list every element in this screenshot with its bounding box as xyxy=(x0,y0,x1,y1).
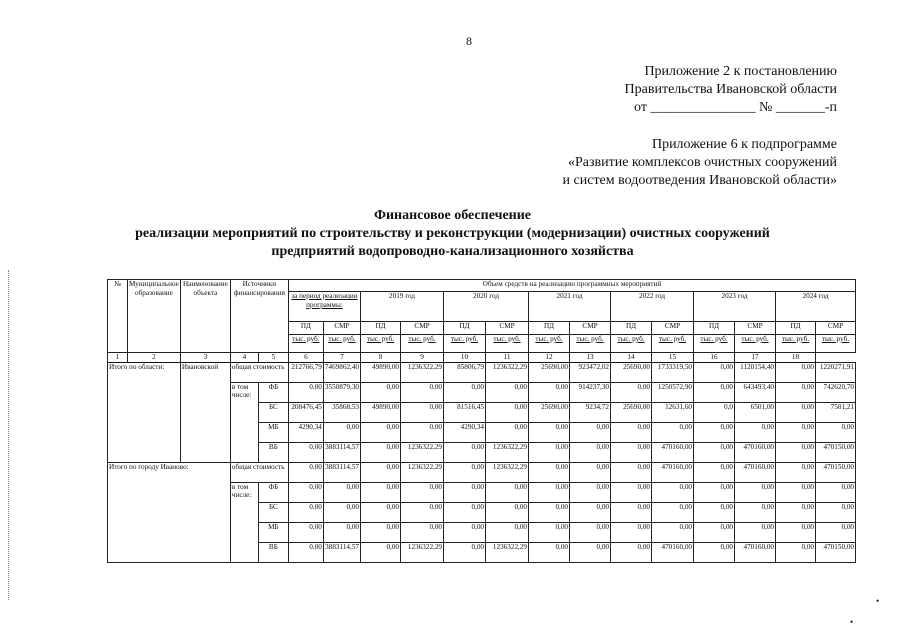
value-cell: 0,00 xyxy=(486,502,529,522)
page-number: 8 xyxy=(466,34,472,48)
column-index: 18 xyxy=(776,353,816,363)
value-cell: 1236322,29 xyxy=(486,462,529,482)
header-unit xyxy=(444,335,486,353)
value-cell: 9234,72 xyxy=(570,402,611,422)
source-code: БС xyxy=(258,402,288,422)
value-cell: 1236322,29 xyxy=(401,462,444,482)
document-title-line1: Финансовое обеспечение xyxy=(373,208,532,223)
value-cell: 0,00 xyxy=(694,442,735,462)
value-cell: 923472,02 xyxy=(570,362,611,382)
value-cell: 0,00 xyxy=(529,502,570,522)
value-cell: 3883114,57 xyxy=(323,462,360,482)
header-smr: СМР xyxy=(652,322,694,335)
value-cell: 3883114,57 xyxy=(323,442,360,462)
scan-dot-mark: • xyxy=(850,617,854,627)
value-cell: 0,00 xyxy=(444,382,486,402)
value-cell: 470160,00 xyxy=(652,462,694,482)
value-cell: 0,00 xyxy=(694,382,735,402)
value-cell: 470160,00 xyxy=(735,462,776,482)
header-unit-text: тыс. руб. xyxy=(366,335,395,343)
header-unit xyxy=(611,335,652,353)
total-cost-label: общая стоимость xyxy=(230,362,288,382)
value-cell: 0,00 xyxy=(288,522,323,542)
appendix-subprogram-line1: Приложение 6 к подпрограмме xyxy=(651,137,837,152)
source-code: МБ xyxy=(258,522,288,542)
column-index: 16 xyxy=(694,353,735,363)
value-cell: 0,00 xyxy=(529,482,570,502)
value-cell: 470160,00 xyxy=(652,442,694,462)
value-cell: 0,00 xyxy=(611,382,652,402)
value-cell: 1120154,40 xyxy=(735,362,776,382)
value-cell: 0,00 xyxy=(611,462,652,482)
value-cell: 25690,00 xyxy=(611,362,652,382)
value-cell: 0,00 xyxy=(652,422,694,442)
value-cell: 1236322,29 xyxy=(401,362,444,382)
value-cell: 0,00 xyxy=(361,482,401,502)
value-cell: 0,00 xyxy=(694,542,735,562)
value-cell: 0,00 xyxy=(288,502,323,522)
total-cost-label: общая стоимость xyxy=(230,462,288,482)
header-unit-text: тыс. руб. xyxy=(328,335,356,343)
column-index: 7 xyxy=(323,353,360,363)
value-cell: 0,00 xyxy=(444,502,486,522)
value-cell: 0,00 xyxy=(288,542,323,562)
column-index: 15 xyxy=(652,353,694,363)
value-cell: 1733319,50 xyxy=(652,362,694,382)
header-year-2022: 2022 год xyxy=(611,292,694,322)
value-cell: 0,00 xyxy=(816,422,856,442)
header-unit-text: тыс. руб. xyxy=(781,335,810,343)
value-cell: 0,00 xyxy=(401,482,444,502)
value-cell: 0,00 xyxy=(401,402,444,422)
value-cell: 0,00 xyxy=(288,442,323,462)
financing-table xyxy=(107,279,856,563)
value-cell: 0,00 xyxy=(361,442,401,462)
value-cell: 3550879,30 xyxy=(323,382,360,402)
header-smr: СМР xyxy=(486,322,529,335)
value-cell: 0,00 xyxy=(323,422,360,442)
value-cell: 0,00 xyxy=(570,442,611,462)
table-row xyxy=(108,462,856,482)
group-label: Итого по городу Иваново: xyxy=(108,462,231,562)
value-cell: 1236322,29 xyxy=(486,362,529,382)
source-code: ВБ xyxy=(258,442,288,462)
table-row xyxy=(108,362,856,382)
value-cell: 0,00 xyxy=(401,502,444,522)
header-unit xyxy=(288,335,323,353)
value-cell: 0,00 xyxy=(570,462,611,482)
value-cell: 0,00 xyxy=(776,542,816,562)
value-cell: 470150,00 xyxy=(816,462,856,482)
value-cell: 25690,00 xyxy=(529,402,570,422)
value-cell: 0,00 xyxy=(444,542,486,562)
value-cell: 25690,00 xyxy=(611,402,652,422)
header-unit-text: тыс. руб. xyxy=(700,335,728,343)
header-unit-text: тыс. руб. xyxy=(450,335,479,343)
value-cell: 0,00 xyxy=(444,522,486,542)
header-unit xyxy=(323,335,360,353)
value-cell: 0,00 xyxy=(694,462,735,482)
value-cell: 0,00 xyxy=(529,382,570,402)
header-unit-text: тыс. руб. xyxy=(576,335,604,343)
value-cell: 0,00 xyxy=(694,362,735,382)
value-cell: 0,00 xyxy=(570,422,611,442)
value-cell: 0,00 xyxy=(288,482,323,502)
header-year-2020: 2020 год xyxy=(444,292,529,322)
appendix-subprogram-block xyxy=(563,136,837,190)
header-period-text: за период реализации программы: xyxy=(291,292,358,309)
header-no: № xyxy=(108,280,128,353)
header-unit-text: тыс. руб. xyxy=(741,335,769,343)
value-cell: 0,00 xyxy=(486,482,529,502)
value-cell: 0,00 xyxy=(776,382,816,402)
value-cell: 0,00 xyxy=(776,482,816,502)
header-smr: СМР xyxy=(323,322,360,335)
header-unit xyxy=(361,335,401,353)
value-cell: 742620,70 xyxy=(816,382,856,402)
value-cell: 0,00 xyxy=(361,542,401,562)
header-unit xyxy=(401,335,444,353)
value-cell: 0,0 xyxy=(694,402,735,422)
value-cell: 1236322,29 xyxy=(486,542,529,562)
value-cell: 7501,21 xyxy=(816,402,856,422)
appendix-decree-block xyxy=(625,63,837,117)
value-cell: 0,00 xyxy=(735,522,776,542)
column-index: 10 xyxy=(444,353,486,363)
value-cell: 0,00 xyxy=(361,502,401,522)
value-cell: 1236322,29 xyxy=(401,442,444,462)
header-unit xyxy=(570,335,611,353)
value-cell: 0,00 xyxy=(816,522,856,542)
header-unit-text: тыс. руб. xyxy=(821,335,850,343)
header-unit-text: тыс. руб. xyxy=(493,335,521,343)
value-cell: 470150,00 xyxy=(816,442,856,462)
header-unit xyxy=(776,335,816,353)
value-cell: 643493,40 xyxy=(735,382,776,402)
header-unit xyxy=(694,335,735,353)
header-period xyxy=(288,292,360,322)
value-cell: 3883114,57 xyxy=(323,542,360,562)
appendix-subprogram-line2: «Развитие комплексов очистных сооружений xyxy=(567,155,837,170)
value-cell: 0,00 xyxy=(816,482,856,502)
value-cell: 0,00 xyxy=(611,502,652,522)
group-object: Ивановской xyxy=(180,362,230,462)
value-cell: 0,00 xyxy=(361,522,401,542)
column-index: 11 xyxy=(486,353,529,363)
including-label: в том числе: xyxy=(230,482,258,562)
header-year-2019: 2019 год xyxy=(361,292,444,322)
column-index: 12 xyxy=(529,353,570,363)
header-year-2023: 2023 год xyxy=(694,292,776,322)
header-year-2024: 2024 год xyxy=(776,292,856,322)
appendix-decree-line3: от _______________ № _______-п xyxy=(634,100,837,115)
value-cell: 0,00 xyxy=(323,482,360,502)
scan-dot-mark: • xyxy=(876,596,880,606)
value-cell: 0,00 xyxy=(570,522,611,542)
header-smr: СМР xyxy=(401,322,444,335)
value-cell: 4290,34 xyxy=(288,422,323,442)
value-cell: 0,00 xyxy=(776,462,816,482)
column-index: 3 xyxy=(180,353,230,363)
value-cell: 4290,34 xyxy=(444,422,486,442)
value-cell: 12631,60 xyxy=(652,402,694,422)
value-cell: 0,00 xyxy=(323,502,360,522)
appendix-decree-line2: Правительства Ивановской области xyxy=(624,82,837,97)
source-code: ФБ xyxy=(258,482,288,502)
value-cell: 0,00 xyxy=(529,462,570,482)
value-cell: 25690,00 xyxy=(529,362,570,382)
header-unit xyxy=(816,335,856,353)
value-cell: 6501,00 xyxy=(735,402,776,422)
column-index: 9 xyxy=(401,353,444,363)
value-cell: 0,00 xyxy=(288,382,323,402)
header-year-2021: 2021 год xyxy=(529,292,611,322)
value-cell: 0,00 xyxy=(570,482,611,502)
value-cell: 914237,30 xyxy=(570,382,611,402)
value-cell: 0,00 xyxy=(486,402,529,422)
header-pd: ПД xyxy=(288,322,323,335)
column-index: 1 xyxy=(108,353,128,363)
value-cell: 0,00 xyxy=(735,422,776,442)
header-object: Наименование объекта xyxy=(180,280,230,353)
header-smr: СМР xyxy=(570,322,611,335)
value-cell: 0,00 xyxy=(776,362,816,382)
value-cell: 0,00 xyxy=(401,522,444,542)
value-cell: 35868,53 xyxy=(323,402,360,422)
value-cell: 1236322,29 xyxy=(401,542,444,562)
value-cell: 0,00 xyxy=(401,422,444,442)
value-cell: 81516,45 xyxy=(444,402,486,422)
value-cell: 0,00 xyxy=(444,482,486,502)
value-cell: 212766,79 xyxy=(288,362,323,382)
column-index: 14 xyxy=(611,353,652,363)
appendix-decree-line1: Приложение 2 к постановлению xyxy=(644,64,837,79)
source-code: БС xyxy=(258,502,288,522)
header-pd: ПД xyxy=(361,322,401,335)
value-cell: 1236322,29 xyxy=(486,442,529,462)
header-unit xyxy=(529,335,570,353)
value-cell: 0,00 xyxy=(694,522,735,542)
value-cell: 7469862,40 xyxy=(323,362,360,382)
scan-edge-marks xyxy=(8,270,15,600)
value-cell: 0,00 xyxy=(694,502,735,522)
value-cell: 0,00 xyxy=(361,422,401,442)
value-cell: 0,00 xyxy=(444,462,486,482)
value-cell: 0,00 xyxy=(652,482,694,502)
value-cell: 0,00 xyxy=(611,482,652,502)
value-cell: 208476,45 xyxy=(288,402,323,422)
value-cell: 0,00 xyxy=(776,402,816,422)
header-smr: СМР xyxy=(816,322,856,335)
header-municipality: Муниципальное образование xyxy=(128,280,181,353)
header-pd: ПД xyxy=(444,322,486,335)
value-cell: 0,00 xyxy=(694,422,735,442)
value-cell: 0,00 xyxy=(776,502,816,522)
value-cell: 0,00 xyxy=(611,542,652,562)
header-pd: ПД xyxy=(611,322,652,335)
header-unit-text: тыс. руб. xyxy=(658,335,687,343)
value-cell: 0,00 xyxy=(652,522,694,542)
value-cell: 0,00 xyxy=(401,382,444,402)
value-cell: 0,00 xyxy=(288,462,323,482)
source-code: ФБ xyxy=(258,382,288,402)
value-cell: 470160,00 xyxy=(652,542,694,562)
including-label: в том числе: xyxy=(230,382,258,462)
value-cell: 470160,00 xyxy=(735,442,776,462)
value-cell: 0,00 xyxy=(444,442,486,462)
column-index: 4 xyxy=(230,353,258,363)
column-index: 2 xyxy=(128,353,181,363)
source-code: МБ xyxy=(258,422,288,442)
value-cell: 0,00 xyxy=(486,382,529,402)
header-unit xyxy=(735,335,776,353)
value-cell: 0,00 xyxy=(611,522,652,542)
value-cell: 49890,00 xyxy=(361,402,401,422)
header-pd: ПД xyxy=(694,322,735,335)
header-pd: ПД xyxy=(529,322,570,335)
appendix-subprogram-line3: и систем водоотведения Ивановской области» xyxy=(562,173,837,188)
header-sources: Источники финансирования xyxy=(230,280,288,353)
value-cell: 0,00 xyxy=(611,442,652,462)
header-unit-text: тыс. руб. xyxy=(408,335,436,343)
value-cell: 0,00 xyxy=(735,482,776,502)
header-unit-text: тыс. руб. xyxy=(617,335,645,343)
value-cell: 0,00 xyxy=(529,542,570,562)
value-cell: 0,00 xyxy=(694,482,735,502)
value-cell: 0,00 xyxy=(776,422,816,442)
value-cell: 0,00 xyxy=(776,522,816,542)
value-cell: 0,00 xyxy=(529,522,570,542)
value-cell: 85806,79 xyxy=(444,362,486,382)
value-cell: 0,00 xyxy=(323,522,360,542)
value-cell: 0,00 xyxy=(611,422,652,442)
document-title-line3: предприятий водопроводно-канализационного хозяйства xyxy=(271,244,634,259)
value-cell: 0,00 xyxy=(735,502,776,522)
group-label: Итого по области: xyxy=(108,362,181,462)
value-cell: 0,00 xyxy=(652,502,694,522)
column-index: 13 xyxy=(570,353,611,363)
header-smr: СМР xyxy=(735,322,776,335)
value-cell: 0,00 xyxy=(570,542,611,562)
value-cell: 1220271,91 xyxy=(816,362,856,382)
value-cell: 0,00 xyxy=(361,462,401,482)
source-code: ВБ xyxy=(258,542,288,562)
header-unit xyxy=(486,335,529,353)
value-cell: 0,00 xyxy=(361,382,401,402)
value-cell: 0,00 xyxy=(486,522,529,542)
header-unit xyxy=(652,335,694,353)
value-cell: 49890,00 xyxy=(361,362,401,382)
value-cell: 1250572,90 xyxy=(652,382,694,402)
header-unit-text: тыс. руб. xyxy=(292,335,320,343)
header-volume: Объем средств на реализацию программных мероприятий xyxy=(288,280,855,292)
value-cell: 0,00 xyxy=(486,422,529,442)
column-index: 17 xyxy=(735,353,776,363)
value-cell: 0,00 xyxy=(529,422,570,442)
column-index: 8 xyxy=(361,353,401,363)
value-cell: 0,00 xyxy=(529,442,570,462)
column-index: 6 xyxy=(288,353,323,363)
header-pd: ПД xyxy=(776,322,816,335)
value-cell: 470160,00 xyxy=(735,542,776,562)
value-cell: 0,00 xyxy=(776,442,816,462)
document-title-line2: реализации мероприятий по строительству и реконструкции (модернизации) очистных сооружений xyxy=(135,226,770,241)
value-cell: 0,00 xyxy=(816,502,856,522)
column-index: 5 xyxy=(258,353,288,363)
value-cell: 0,00 xyxy=(570,502,611,522)
header-unit-text: тыс. руб. xyxy=(535,335,563,343)
value-cell: 470150,00 xyxy=(816,542,856,562)
